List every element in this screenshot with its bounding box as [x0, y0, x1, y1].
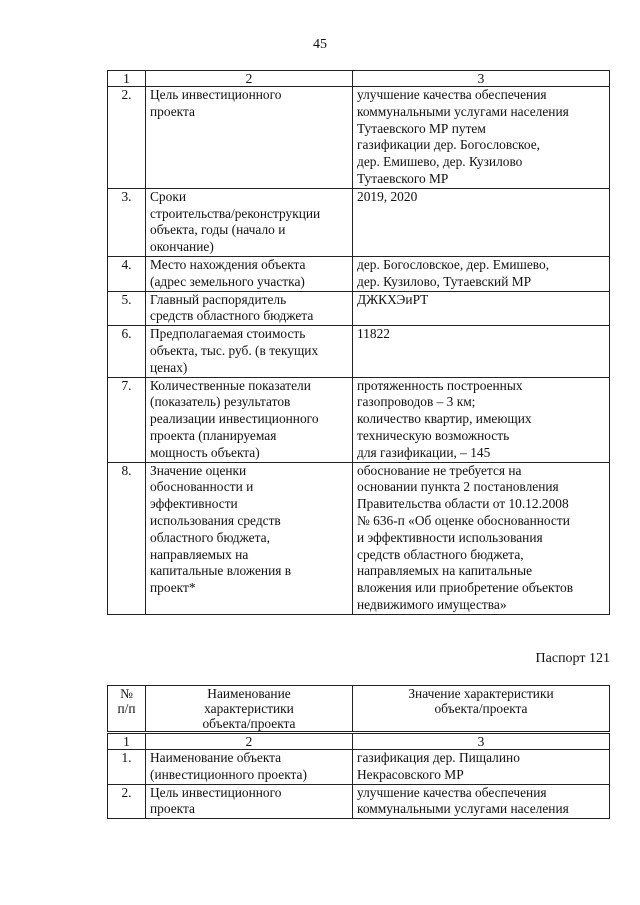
characteristic-name-line: направляемых на: [150, 546, 249, 562]
characteristic-value-line: коммунальными услугами населения: [357, 103, 569, 119]
table-row: [108, 377, 610, 462]
table-row: [108, 784, 610, 819]
characteristic-value: [353, 87, 610, 189]
characteristic-value-line: обоснование не требуется на: [357, 462, 522, 478]
characteristic-value-line: и эффективности использования: [357, 529, 543, 545]
column-number-2-line: 2: [245, 734, 253, 749]
column-number-1: [108, 71, 146, 87]
characteristic-name-line: проекта: [150, 801, 195, 817]
column-number-row: [108, 71, 610, 87]
row-number: [108, 750, 146, 785]
row-number: [108, 291, 146, 326]
row-number-line: 8.: [121, 462, 132, 478]
characteristic-name-line: использования средств: [150, 512, 281, 528]
characteristic-name-line: Сроки: [150, 188, 186, 204]
characteristic-value-line: газификации дер. Богословское,: [357, 137, 541, 153]
characteristic-name-line: средств областного бюджета: [150, 308, 314, 324]
characteristic-name: [146, 750, 353, 785]
column-number-3-line: 3: [477, 734, 485, 749]
characteristic-name: [146, 377, 353, 462]
characteristic-name-line: Цель инвестиционного: [150, 87, 282, 102]
characteristic-name-line: капитальные вложения в: [150, 563, 292, 579]
characteristic-name-line: Значение оценки: [150, 462, 247, 478]
characteristic-value-line: дер. Емишево, дер. Кузилово: [357, 154, 523, 170]
column-number-3: [353, 71, 610, 87]
table-header-row: [108, 686, 610, 733]
characteristic-value-line: ДЖКХЭиРТ: [357, 291, 429, 307]
characteristic-name-line: (показатель) результатов: [150, 394, 291, 410]
passport-table-121: [107, 685, 610, 819]
characteristic-name: [146, 291, 353, 326]
characteristic-value: [353, 377, 610, 462]
characteristic-name-line: Главный распорядитель: [150, 291, 287, 307]
characteristic-value: [353, 462, 610, 614]
header-value-line: Значение характеристики: [408, 686, 554, 701]
characteristic-value-line: дер. Кузилово, Тутаевский МР: [357, 273, 532, 289]
characteristic-name: [146, 188, 353, 256]
row-number: [108, 256, 146, 291]
characteristic-value-line: газификация дер. Пищалино: [357, 750, 520, 765]
characteristic-value-line: газопроводов – 3 км;: [357, 394, 476, 410]
header-name: [146, 686, 353, 733]
table-row: [108, 462, 610, 614]
characteristic-value-line: протяженность построенных: [357, 377, 523, 393]
column-number-row: [108, 733, 610, 750]
characteristic-name-line: проект*: [150, 580, 196, 596]
characteristic-value-line: средств областного бюджета,: [357, 546, 524, 562]
row-number-line: 6.: [121, 326, 132, 342]
characteristic-name-line: (инвестиционного проекта): [150, 766, 307, 782]
characteristic-name-line: окончание): [150, 239, 214, 255]
characteristic-value-line: коммунальными услугами населения: [357, 801, 569, 817]
characteristic-value: [353, 291, 610, 326]
row-number-line: 4.: [121, 256, 132, 272]
column-number-1-line: 1: [123, 734, 130, 749]
passport-label: Паспорт 121: [535, 651, 610, 666]
characteristic-value-line: дер. Богословское, дер. Емишево,: [357, 256, 550, 272]
characteristic-name-line: Наименование объекта: [150, 750, 282, 765]
table-row: [108, 291, 610, 326]
characteristic-value-line: Некрасовского МР: [357, 766, 464, 782]
table-row: [108, 326, 610, 377]
characteristic-name-line: реализации инвестиционного: [150, 411, 319, 427]
characteristic-name-line: Цель инвестиционного: [150, 784, 282, 800]
characteristic-value-line: Тутаевского МР: [357, 170, 449, 186]
characteristic-value: [353, 750, 610, 785]
characteristic-name-line: строительства/реконструкции: [150, 205, 321, 221]
column-number-3-line: 3: [477, 71, 485, 86]
characteristic-value-line: 2019, 2020: [357, 188, 418, 204]
characteristic-name-line: Предполагаемая стоимость: [150, 326, 306, 342]
row-number-line: 3.: [121, 188, 132, 204]
table-row: [108, 750, 610, 785]
characteristic-name-line: объекта, тыс. руб. (в текущих: [150, 342, 319, 358]
characteristic-name-line: мощность объекта): [150, 444, 260, 460]
header-name-line: объекта/проекта: [202, 716, 296, 731]
characteristic-name-line: Количественные показатели: [150, 377, 311, 393]
row-number-line: 2.: [121, 87, 132, 102]
header-value-line: объекта/проекта: [434, 701, 528, 716]
characteristic-value-line: № 636-п «Об оценке обоснованности: [357, 512, 570, 528]
row-number: [108, 87, 146, 189]
characteristic-name-line: Место нахождения объекта: [150, 256, 306, 272]
column-number-1: [108, 733, 146, 750]
header-number-line: №: [120, 686, 133, 701]
characteristic-value-line: улучшение качества обеспечения: [357, 87, 547, 102]
column-number-2: [146, 733, 353, 750]
characteristic-name: [146, 326, 353, 377]
table-row: [108, 87, 610, 189]
characteristic-name-line: обоснованности и: [150, 479, 254, 495]
header-number-line: п/п: [117, 701, 136, 716]
characteristic-value: [353, 784, 610, 819]
characteristic-name-line: (адрес земельного участка): [150, 273, 305, 289]
header-name-line: характеристики: [204, 701, 294, 716]
characteristic-name: [146, 784, 353, 819]
characteristic-value: [353, 188, 610, 256]
header-value: [353, 686, 610, 733]
column-number-2-line: 2: [245, 71, 253, 86]
characteristic-name-line: проекта (планируемая: [150, 427, 277, 443]
row-number-line: 2.: [121, 784, 132, 800]
row-number-line: 5.: [121, 291, 132, 307]
characteristic-name-line: объекта, годы (начало и: [150, 222, 286, 238]
characteristic-value-line: техническую возможность: [357, 427, 510, 443]
table-row: [108, 256, 610, 291]
page-number: 45: [313, 37, 327, 52]
row-number-line: 1.: [121, 750, 132, 765]
characteristic-value: [353, 326, 610, 377]
characteristic-value-line: направляемых на капитальные: [357, 563, 533, 579]
column-number-2: [146, 71, 353, 87]
characteristic-name-line: областного бюджета,: [150, 529, 270, 545]
header-name-line: Наименование: [207, 686, 291, 701]
row-number: [108, 326, 146, 377]
characteristic-value-line: недвижимого имущества»: [357, 596, 507, 612]
header-number: [108, 686, 146, 733]
characteristic-value-line: для газификации, – 145: [357, 444, 491, 460]
characteristic-value-line: количество квартир, имеющих: [357, 411, 532, 427]
row-number: [108, 377, 146, 462]
row-number: [108, 188, 146, 256]
characteristic-value-line: Правительства области от 10.12.2008: [357, 496, 569, 512]
column-number-3: [353, 733, 610, 750]
characteristic-name-line: проекта: [150, 103, 195, 119]
characteristic-name-line: эффективности: [150, 496, 238, 512]
characteristic-name: [146, 256, 353, 291]
characteristic-value-line: Тутаевского МР путем: [357, 120, 486, 136]
characteristic-value-line: 11822: [357, 326, 390, 342]
row-number: [108, 462, 146, 614]
characteristic-name-line: ценах): [150, 359, 188, 375]
characteristic-value-line: вложения или приобретение объектов: [357, 580, 574, 596]
table-row: [108, 188, 610, 256]
row-number-line: 7.: [121, 377, 132, 393]
characteristic-value-line: основании пункта 2 постановления: [357, 479, 559, 495]
characteristic-name: [146, 462, 353, 614]
characteristic-value: [353, 256, 610, 291]
characteristic-value-line: улучшение качества обеспечения: [357, 784, 547, 800]
row-number: [108, 784, 146, 819]
characteristic-name: [146, 87, 353, 189]
passport-table-top: [107, 70, 610, 615]
column-number-1-line: 1: [123, 71, 130, 86]
